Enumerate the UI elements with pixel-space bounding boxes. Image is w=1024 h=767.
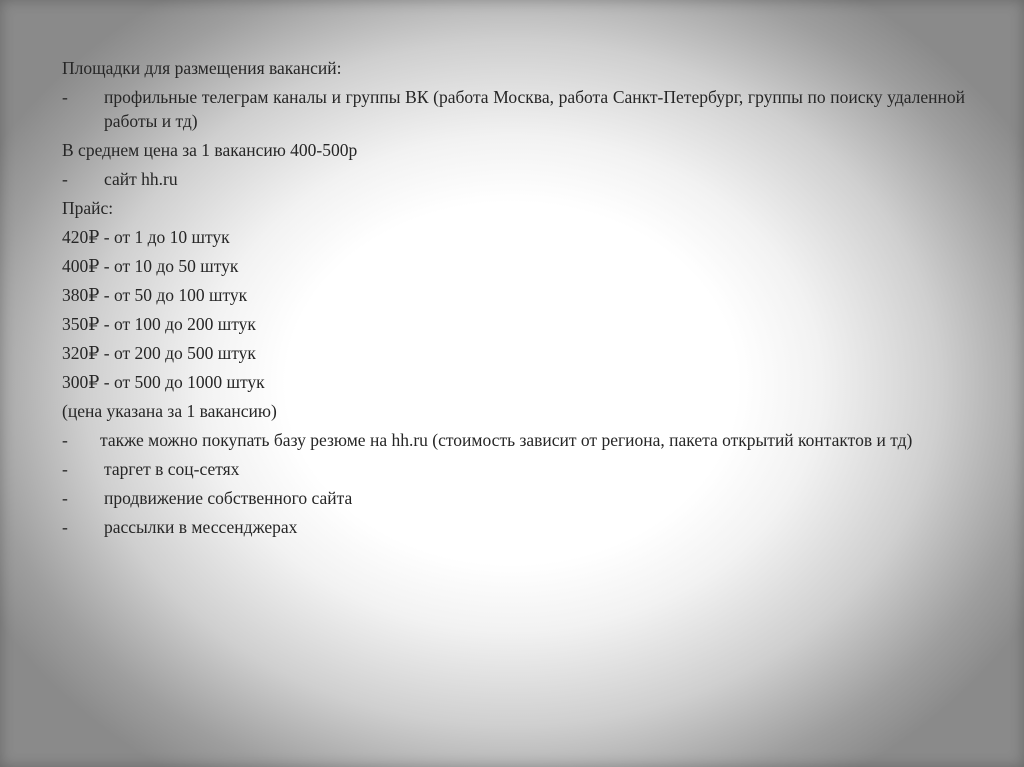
bullet-own-site — [62, 486, 965, 510]
bullet-hh-site — [62, 167, 965, 191]
bullet-dash: - — [62, 87, 68, 107]
average-price: В среднем цена за 1 вакансию 400-500р — [62, 140, 358, 160]
bullet-hh-site-text: сайт hh.ru — [104, 169, 178, 189]
bullet-resume-base-text: также можно покупать базу резюме на hh.ru (стоимость зависит от региона, пакета открытий контактов и тд) — [100, 430, 913, 450]
price-item: 380₽ - от 50 до 100 штук — [62, 285, 248, 305]
bullet-own-site-text: продвижение собственного сайта — [104, 488, 353, 508]
price-item: 320₽ - от 200 до 500 штук — [62, 343, 256, 363]
price-note: (цена указана за 1 вакансию) — [62, 401, 277, 421]
bullet-target-text: таргет в соц-сетях — [104, 459, 240, 479]
slide-heading: Площадки для размещения вакансий: — [62, 58, 342, 78]
bullet-target — [62, 457, 965, 481]
bullet-dash: - — [62, 517, 68, 537]
bullet-dash: - — [62, 488, 68, 508]
bullet-dash: - — [62, 430, 68, 450]
price-item: 300₽ - от 500 до 1000 штук — [62, 372, 265, 392]
bullet-messengers-text: рассылки в мессенджерах — [104, 517, 298, 537]
bullet-messengers — [62, 515, 965, 539]
price-item: 420₽ - от 1 до 10 штук — [62, 227, 230, 247]
price-heading: Прайс: — [62, 198, 114, 218]
price-item: 400₽ - от 10 до 50 штук — [62, 256, 239, 276]
bullet-dash: - — [62, 459, 68, 479]
slide-content — [62, 56, 965, 544]
bullet-telegram-text: профильные телеграм каналы и группы ВК (работа Москва, работа Санкт-Петербург, группы по поиску удаленной работы и тд) — [104, 87, 965, 131]
price-item: 350₽ - от 100 до 200 штук — [62, 314, 256, 334]
bullet-dash: - — [62, 169, 68, 189]
bullet-telegram — [62, 85, 965, 133]
bullet-resume-base — [62, 428, 965, 452]
